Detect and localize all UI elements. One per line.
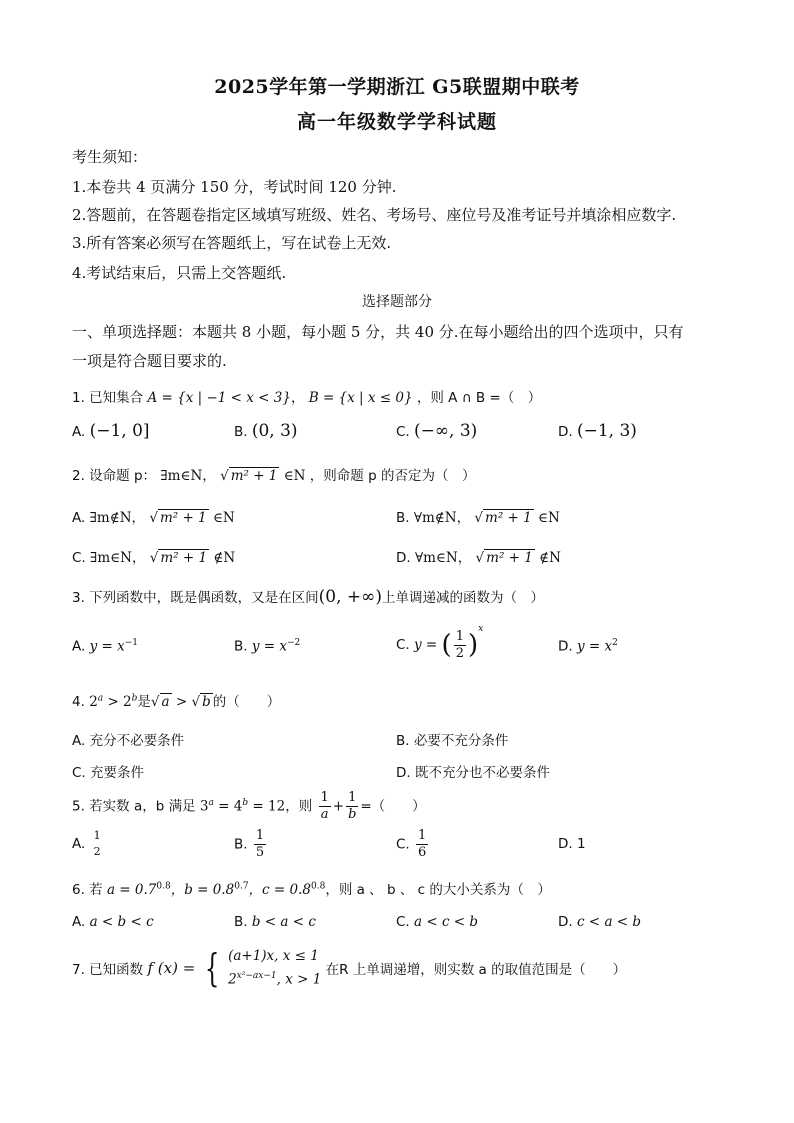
question-4-option-b: B. 必要不充分条件 <box>396 733 509 749</box>
question-1-option-c: C. (−∞, 3) <box>396 421 478 441</box>
notice-item-2: 2.答题前，在答题卷指定区域填写班级、姓名、考场号、座位号及准考证号并填涂相应数字. <box>72 206 677 224</box>
section-title: 选择题部分 <box>362 294 432 310</box>
notice-item-1: 1.本卷共 4 页满分 150 分，考试时间 120 分钟. <box>72 178 397 196</box>
question-3-option-a: A. $y = x^{-1}$ <box>72 638 139 655</box>
question-6-option-c: C. a < c < b <box>396 914 479 930</box>
question-1-option-a: A. (−1, 0] <box>72 421 150 441</box>
question-3-option-b: B. $y = x^{-2}$ <box>234 638 301 655</box>
exam-title: 2025学年第一学期浙江 G5联盟期中联考 <box>214 76 580 98</box>
question-2-option-d: D. ∀m∈N， √ m² + 1 ∉N <box>396 550 561 566</box>
question-1-option-d: D. (−1, 3) <box>558 421 637 441</box>
question-2-option-c: C. ∃m∈N， √ m² + 1 ∉N <box>72 550 236 566</box>
exam-subtitle: 高一年级数学学科试题 <box>296 111 497 133</box>
question-6-stem: 6. 若 $a = 0.7^{0.8}$，$b = 0.8^{0.7}$，$c = 0.8^{0.8}$，则 a 、 b 、 c 的大小关系为（ ） <box>72 881 551 898</box>
question-7-stem: 7. 已知函数 f (x) = { (a+1)x, x ≤ 1 $2^{x^2-ax-1}$, x > 1 在R 上单调递增，则实数 a 的取值范围是（ ） <box>72 946 627 990</box>
set-b: B = {x | x ≤ 0} <box>308 390 413 406</box>
question-4-option-d: D. 既不充分也不必要条件 <box>396 765 550 781</box>
question-3-stem: 3. 下列函数中，既是偶函数，又是在区间(0, +∞)上单调递减的函数为（ ） <box>72 587 544 607</box>
section-instruction-line2: 一项是符合题目要求的. <box>72 352 227 370</box>
section-instruction-line1: 一、单项选择题：本题共 8 小题，每小题 5 分，共 40 分.在每小题给出的四个选项中，只有 <box>72 323 684 341</box>
question-3-option-d: D. $y = x^2$ <box>558 638 618 655</box>
notice-item-4: 4.考试结束后，只需上交答题纸. <box>72 264 287 282</box>
notice-item-3: 3.所有答案必须写在答题纸上，写在试卷上无效. <box>72 234 392 252</box>
question-5-option-d: D. 1 <box>558 836 586 852</box>
set-a: A = {x | −1 < x < 3} <box>147 390 291 406</box>
question-4-option-a: A. 充分不必要条件 <box>72 733 185 749</box>
question-6-option-d: D. c < a < b <box>558 914 642 930</box>
question-6-option-b: B. b < a < c <box>234 914 316 930</box>
question-5-option-a: A. 1 2 <box>72 829 101 858</box>
question-4-stem: 4. $2^a > 2^b$是√ a > √ b 的（ ） <box>72 693 281 710</box>
piecewise-cases: (a+1)x, x ≤ 1 $2^{x^2-ax-1}$, x > 1 <box>228 948 322 988</box>
question-5-option-c: C. $\frac{1}{6}$ <box>396 828 427 860</box>
question-6-option-a: A. a < b < c <box>72 914 154 930</box>
question-4-option-c: C. 充要条件 <box>72 765 145 781</box>
question-5-option-b: B. $\frac{1}{5}$ <box>234 828 265 860</box>
question-3-option-c: C. y = ( $\frac{1}{2}$ )$^x$ <box>396 624 484 661</box>
question-2-option-a: A. ∃m∉N， √ m² + 1 ∈N <box>72 510 235 526</box>
question-2-option-b: B. ∀m∉N， √ m² + 1 ∈N <box>396 510 560 526</box>
question-1-option-b: B. (0, 3) <box>234 421 298 441</box>
notice-heading: 考生须知： <box>72 148 148 166</box>
question-5-stem: 5. 若实数 a，b 满足 $3^a = 4^b = 12$，则 $\frac{1}{a}$ + $\frac{1}{b}$ =（ ） <box>72 790 426 822</box>
question-1-stem: 1. 已知集合 A = {x | −1 < x < 3}， B = {x | x ≤ 0} ，则 A ∩ B =（ ） <box>72 390 542 406</box>
question-2-stem: 2. 设命题 p： ∃m∈N， √ m² + 1 ∈N ，则命题 p 的否定为（ ） <box>72 468 476 484</box>
